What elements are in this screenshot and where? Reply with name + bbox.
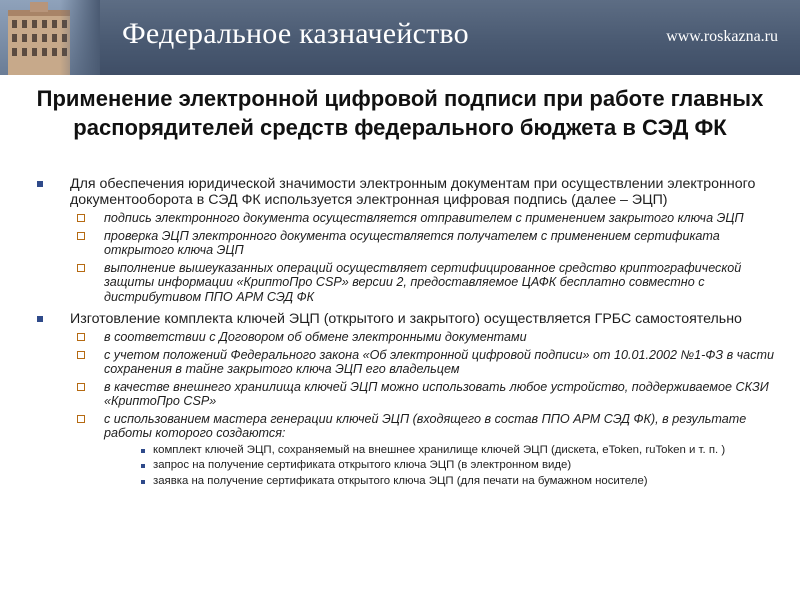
- square-bullet-icon: [37, 181, 43, 187]
- bullet-item: [36, 176, 790, 208]
- bullet-text: Изготовление комплекта ключей ЭЦП (открытого и закрытого) осуществляется ГРБС самостоятельно: [70, 311, 742, 327]
- hollow-square-bullet-icon: [77, 415, 85, 423]
- sub-bullet-item: [70, 211, 790, 226]
- sub-bullet-item: [70, 348, 790, 377]
- site-url[interactable]: www.roskazna.ru: [666, 28, 778, 45]
- sub-bullet-text: проверка ЭЦП электронного документа осуществляется получателем с применением сертификата открытого ключа ЭЦП: [104, 228, 720, 257]
- hollow-square-bullet-icon: [77, 264, 85, 272]
- sub-bullet-item: [70, 412, 790, 441]
- hollow-square-bullet-icon: [77, 232, 85, 240]
- sub-bullet-text: с использованием мастера генерации ключей ЭЦП (входящего в состав ППО АРМ СЭД ФК), в результате работы которого создаются:: [104, 411, 747, 440]
- sub-sub-bullet-item: [139, 444, 790, 458]
- sub-sub-bullet-text: заявка на получение сертификата открытого ключа ЭЦП (для печати на бумажном носителе): [153, 474, 648, 487]
- sub-sub-bullet-item: [139, 459, 790, 473]
- building-photo-icon: [0, 0, 100, 75]
- sub-sub-bullet-item: [139, 475, 790, 489]
- sub-sub-bullet-text: комплект ключей ЭЦП, сохраняемый на внешнее хранилище ключей ЭЦП (дискета, eToken, ruToken и т. п. ): [153, 443, 726, 456]
- small-square-bullet-icon: [141, 464, 145, 468]
- sub-bullet-text: в качестве внешнего хранилища ключей ЭЦП можно использовать любое устройство, поддерживаемое СКЗИ «КриптоПро CSP»: [104, 379, 769, 408]
- sub-bullet-text: в соответствии с Договором об обмене электронными документами: [104, 330, 527, 344]
- small-square-bullet-icon: [141, 449, 145, 453]
- sub-bullet-text: подпись электронного документа осуществляется отправителем с применением закрытого ключа ЭЦП: [104, 211, 744, 225]
- slide-title: Применение электронной цифровой подписи при работе главных распорядителей средств федерального бюджета в СЭД ФК: [36, 86, 764, 140]
- sub-bullet-item: [70, 380, 790, 409]
- square-bullet-icon: [37, 316, 43, 322]
- sub-bullet-text: выполнение вышеуказанных операций осуществляет сертифицированное средство криптографической защиты информации «КриптоПро CSP» версии 2, предоставляемое ЦАФК бесплатно совместно с дистрибутивом ППО АРМ СЭД ФК: [104, 260, 742, 304]
- hollow-square-bullet-icon: [77, 351, 85, 359]
- slide-content: [36, 176, 790, 490]
- bullet-item: [36, 311, 790, 327]
- small-square-bullet-icon: [141, 480, 145, 484]
- hollow-square-bullet-icon: [77, 383, 85, 391]
- agency-title: Федеральное казначейство: [122, 17, 469, 50]
- hollow-square-bullet-icon: [77, 214, 85, 222]
- sub-sub-bullet-text: запрос на получение сертификата открытого ключа ЭЦП (в электронном виде): [153, 459, 572, 471]
- bullet-text: Для обеспечения юридической значимости электронным документам при осуществлении электронного документооборота в СЭД ФК используется электронная цифровая подпись (далее – ЭЦП): [70, 176, 756, 208]
- sub-bullet-item: [70, 330, 790, 345]
- hollow-square-bullet-icon: [77, 333, 85, 341]
- sub-bullet-text: с учетом положений Федерального закона «Об электронной цифровой подписи» от 10.01.2002 №1-ФЗ в части сохранения в тайне закрытого ключа ЭЦП его владельцем: [104, 347, 774, 376]
- header-banner: [0, 0, 800, 75]
- sub-bullet-item: [70, 261, 790, 305]
- sub-bullet-item: [70, 229, 790, 258]
